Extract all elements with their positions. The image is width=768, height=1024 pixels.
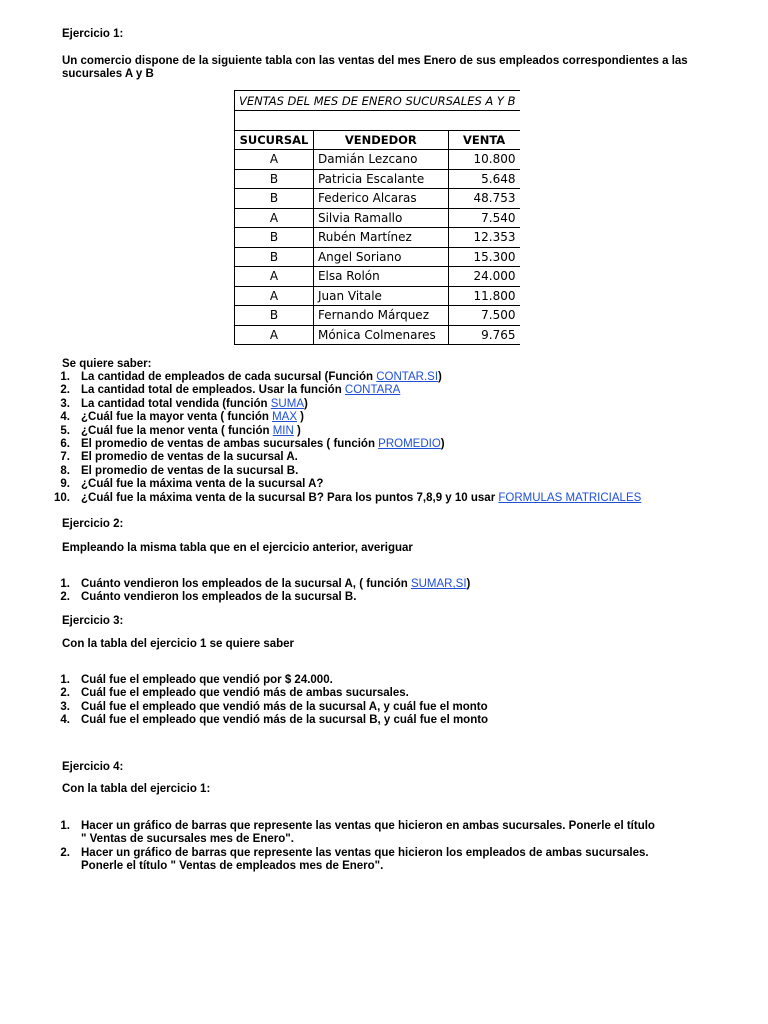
cell-vendedor: Silvia Ramallo: [313, 208, 448, 228]
cell-sucursal: B: [235, 189, 314, 209]
item-text: ¿Cuál fue la máxima venta de la sucursal A?: [81, 478, 324, 491]
item-text: Cuál fue el empleado que vendió por $ 24.000.: [81, 674, 333, 686]
ex4-heading: Ejercicio 4:: [62, 761, 124, 773]
cell-vendedor: Federico Alcaras: [313, 189, 448, 209]
cell-sucursal: B: [235, 247, 314, 267]
item-number: 10.: [54, 491, 70, 504]
item-number: 1.: [60, 578, 70, 590]
item-number: 2.: [60, 687, 70, 700]
item-text: Hacer un gráfico de barras que represente las ventas que hicieron en ambas sucursales. Ponerle el título " Ventas de sucursales mes de Enero".: [81, 820, 655, 846]
list-item: [48, 820, 663, 847]
ex4-intro: Con la tabla del ejercicio 1:: [62, 783, 211, 795]
promedio-link[interactable]: PROMEDIO: [378, 438, 441, 451]
table-row: [235, 189, 520, 209]
item-text: Cuál fue el empleado que vendió más de la sucursal A, y cuál fue el monto: [81, 700, 488, 713]
list-item: [48, 438, 728, 451]
table-row: [235, 208, 520, 228]
list-item: [48, 847, 663, 874]
item-text-after: ): [293, 424, 301, 437]
cell-vendedor: Rubén Martínez: [313, 228, 448, 248]
list-item: [48, 384, 728, 397]
ex3-intro: Con la tabla del ejercicio 1 se quiere saber: [62, 638, 295, 650]
list-item: [48, 425, 728, 438]
cell-venta: 12.353: [448, 228, 519, 248]
table-row: [235, 150, 520, 170]
se-quiere-saber: Se quiere saber:: [62, 358, 152, 370]
cell-vendedor: Juan Vitale: [313, 286, 448, 306]
cell-venta: 15.300: [448, 247, 519, 267]
item-number: 1.: [60, 820, 70, 832]
min-link[interactable]: MIN: [272, 424, 294, 437]
list-item: [48, 578, 728, 591]
item-number: 2.: [60, 846, 70, 859]
list-item: [48, 411, 728, 424]
item-text-after: ): [438, 371, 442, 383]
list-item: [48, 714, 728, 727]
item-text: ¿Cuál fue la mayor venta ( función: [81, 411, 273, 424]
ex3-heading: Ejercicio 3:: [62, 615, 124, 627]
cell-venta: 11.800: [448, 286, 519, 306]
list-item: [48, 687, 728, 700]
contar-si-link[interactable]: CONTAR.SI: [376, 371, 439, 383]
col-header-venta: VENTA: [448, 130, 519, 150]
item-number: 7.: [60, 451, 70, 464]
cell-sucursal: A: [235, 150, 314, 170]
table-row: [235, 286, 520, 306]
formulas-matriciales-link[interactable]: FORMULAS MATRICIALES: [498, 491, 642, 504]
item-number: 6.: [60, 438, 70, 451]
item-text: ¿Cuál fue la menor venta ( función: [81, 424, 273, 437]
ex2-intro: Empleando la misma tabla que en el ejercicio anterior, averiguar: [62, 542, 413, 554]
suma-link[interactable]: SUMA: [270, 397, 304, 410]
contara-link[interactable]: CONTARA: [344, 384, 401, 397]
list-item: [48, 398, 728, 411]
item-number: 3.: [60, 700, 70, 713]
cell-vendedor: Fernando Márquez: [313, 306, 448, 326]
item-text: ¿Cuál fue la máxima venta de la sucursal B? Para los puntos 7,8,9 y 10 usar: [81, 491, 499, 504]
list-item: [48, 478, 728, 491]
ex1-heading: Ejercicio 1:: [62, 28, 124, 40]
item-text: Cuánto vendieron los empleados de la sucursal A, ( función: [81, 578, 411, 590]
cell-venta: 7.540: [448, 208, 519, 228]
cell-venta: 5.648: [448, 169, 519, 189]
item-text-after: ): [440, 438, 445, 451]
table-title: VENTAS DEL MES DE ENERO SUCURSALES A Y B: [235, 91, 520, 111]
cell-venta: 24.000: [448, 267, 519, 287]
item-number: 4.: [60, 714, 70, 727]
ex1-question-list: [48, 371, 728, 505]
item-text: La cantidad total vendida (función: [81, 397, 271, 410]
item-text-after: ): [304, 397, 308, 410]
list-item: [48, 591, 728, 604]
ex2-heading: Ejercicio 2:: [62, 518, 124, 530]
table-row: [235, 325, 520, 345]
cell-sucursal: A: [235, 208, 314, 228]
cell-sucursal: A: [235, 267, 314, 287]
table-row: [235, 306, 520, 326]
max-link[interactable]: MAX: [272, 411, 297, 424]
cell-vendedor: Elsa Rolón: [313, 267, 448, 287]
item-text: Cuánto vendieron los empleados de la sucursal B.: [81, 591, 357, 604]
item-number: 2.: [60, 384, 70, 397]
item-text: La cantidad de empleados de cada sucursal (Función: [81, 371, 377, 383]
col-header-sucursal: SUCURSAL: [235, 130, 314, 150]
sales-table: [234, 90, 520, 345]
ex2-question-list: [48, 578, 728, 605]
cell-vendedor: Mónica Colmenares: [313, 325, 448, 345]
table-row: [235, 228, 520, 248]
table-blank-row: [235, 111, 520, 131]
cell-sucursal: A: [235, 286, 314, 306]
table-row: [235, 267, 520, 287]
cell-vendedor: Damián Lezcano: [313, 150, 448, 170]
item-number: 2.: [60, 591, 70, 604]
item-text: Hacer un gráfico de barras que represente las ventas que hicieron los empleados de ambas sucursales. Ponerle el título " Ventas de empleados mes de Enero".: [81, 846, 649, 873]
item-number: 4.: [60, 411, 70, 424]
item-text-after: ): [296, 411, 305, 424]
item-text: La cantidad total de empleados. Usar la función: [81, 384, 345, 397]
item-number: 1.: [60, 371, 70, 383]
item-number: 8.: [60, 464, 70, 477]
list-item: [48, 674, 728, 687]
ex1-intro: Un comercio dispone de la siguiente tabla con las ventas del mes Enero de sus empleados correspondientes a las sucursales A y B: [62, 55, 688, 80]
item-text: El promedio de ventas de la sucursal A.: [81, 451, 298, 464]
sumar-si-link[interactable]: SUMAR,SI: [410, 578, 467, 590]
list-item: [48, 371, 728, 384]
item-number: 1.: [60, 674, 70, 686]
item-number: 5.: [60, 424, 70, 437]
cell-vendedor: Patricia Escalante: [313, 169, 448, 189]
cell-sucursal: A: [235, 325, 314, 345]
list-item: [48, 492, 728, 505]
table-row: [235, 247, 520, 267]
cell-venta: 10.800: [448, 150, 519, 170]
cell-sucursal: B: [235, 306, 314, 326]
ex3-question-list: [48, 674, 728, 728]
list-item: [48, 701, 728, 714]
table-row: [235, 169, 520, 189]
item-number: 9.: [60, 478, 70, 491]
item-text: El promedio de ventas de la sucursal B.: [81, 464, 299, 477]
item-text: Cuál fue el empleado que vendió más de ambas sucursales.: [81, 687, 409, 700]
cell-sucursal: B: [235, 169, 314, 189]
cell-sucursal: B: [235, 228, 314, 248]
col-header-vendedor: VENDEDOR: [313, 130, 448, 150]
list-item: [48, 451, 728, 464]
list-item: [48, 465, 728, 478]
item-text: El promedio de ventas de ambas sucursales ( función: [81, 438, 379, 451]
cell-venta: 48.753: [448, 189, 519, 209]
cell-venta: 9.765: [448, 325, 519, 345]
cell-venta: 7.500: [448, 306, 519, 326]
cell-vendedor: Angel Soriano: [313, 247, 448, 267]
item-number: 3.: [60, 397, 70, 410]
item-text-after: ): [466, 578, 471, 590]
item-text: Cuál fue el empleado que vendió más de la sucursal B, y cuál fue el monto: [81, 714, 489, 727]
ex4-question-list: [48, 820, 663, 874]
